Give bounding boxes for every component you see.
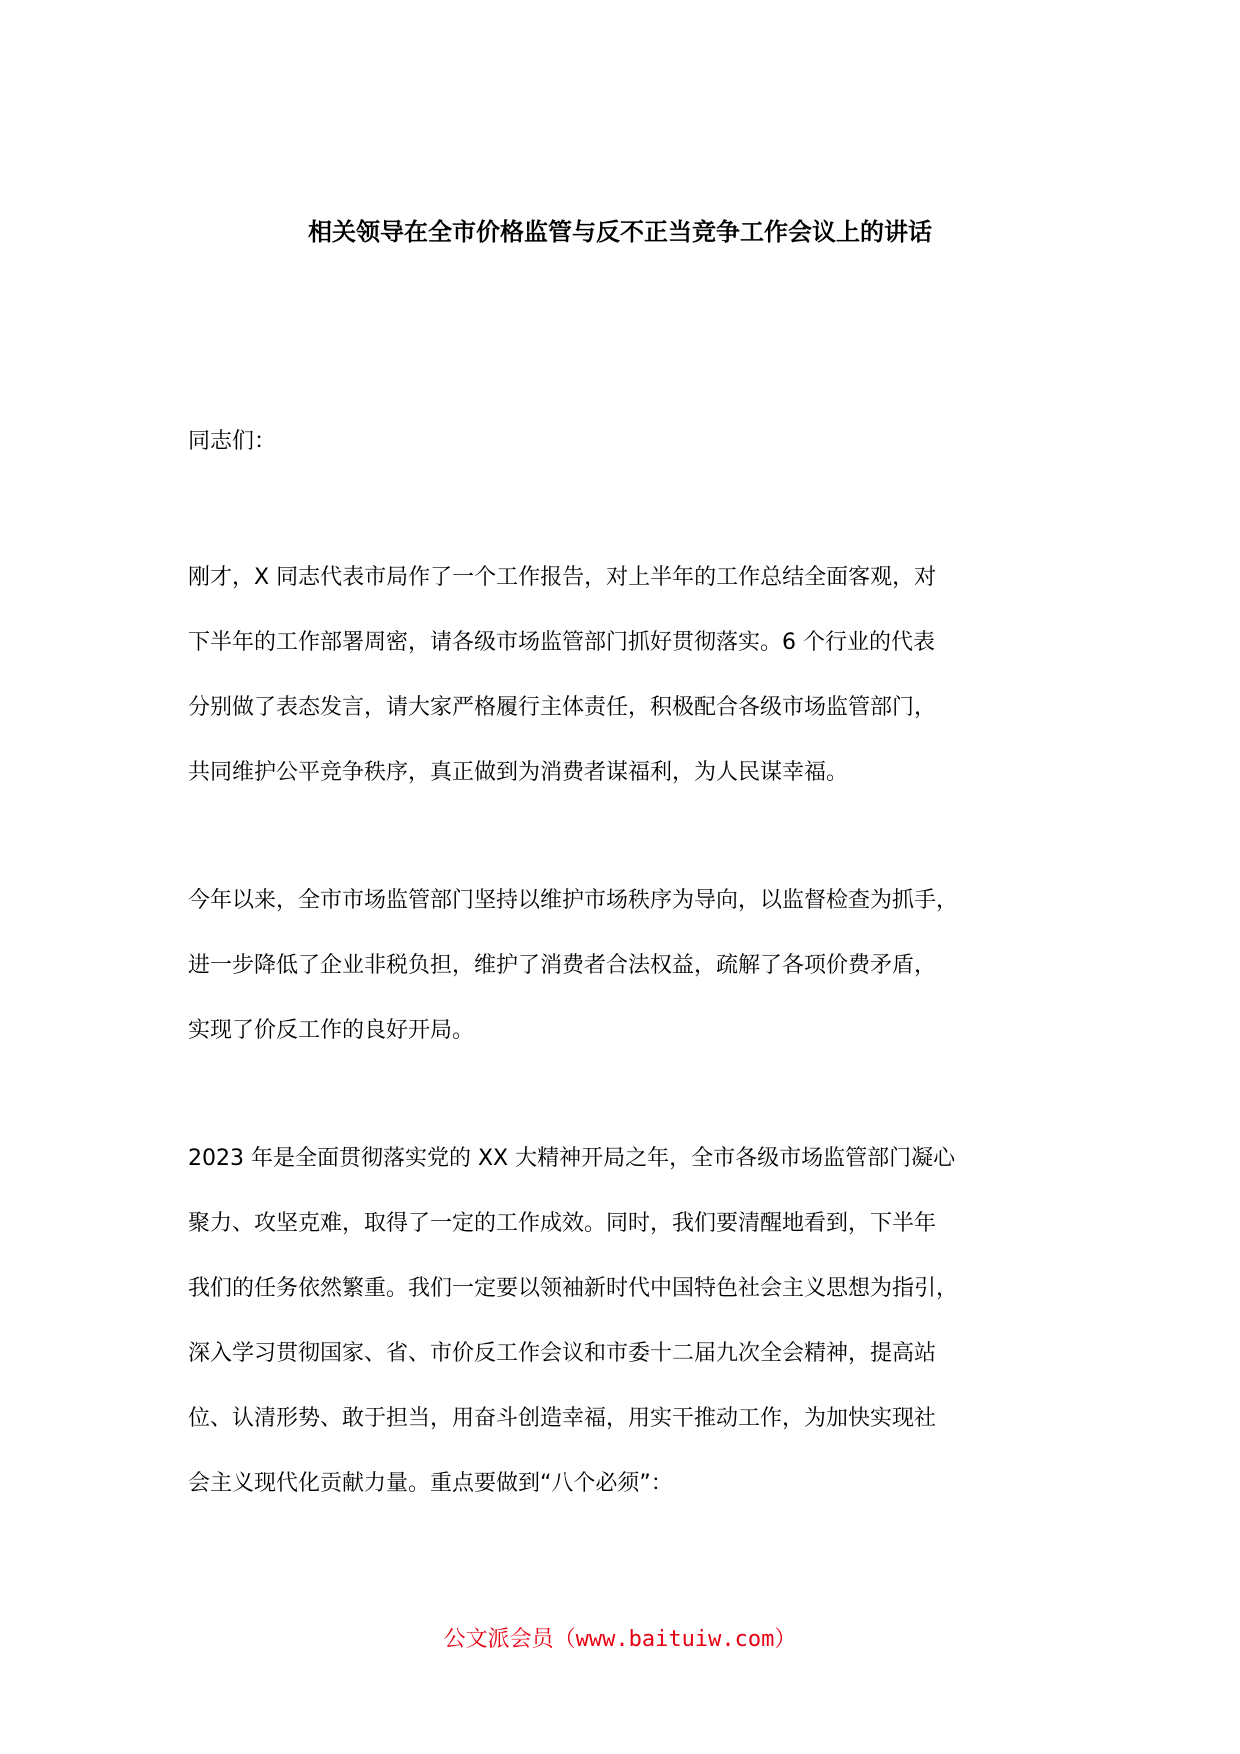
paragraph-line: 下半年的工作部署周密，请各级市场监管部门抓好贯彻落实。6 个行业的代表 xyxy=(188,630,935,655)
paragraph-line: 共同维护公平竞争秩序，真正做到为消费者谋福利，为人民谋幸福。 xyxy=(188,760,849,785)
paragraph-line: 2023 年是全面贯彻落实党的 XX 大精神开局之年，全市各级市场监管部门凝心 xyxy=(188,1146,956,1171)
paragraph-line: 实现了价反工作的良好开局。 xyxy=(188,1018,475,1043)
footer-site-link[interactable]: www.baituiw.com xyxy=(575,1627,775,1652)
paragraph-line: 聚力、攻坚克难，取得了一定的工作成效。同时，我们要清醒地看到，下半年 xyxy=(188,1211,937,1236)
footer-suffix: ） xyxy=(774,1627,797,1652)
paragraph-line: 会主义现代化贡献力量。重点要做到“八个必须”： xyxy=(188,1471,673,1496)
paragraph-line: 刚才，X 同志代表市局作了一个工作报告，对上半年的工作总结全面客观，对 xyxy=(188,565,937,590)
paragraph-line: 深入学习贯彻国家、省、市价反工作会议和市委十二届九次全会精神，提高站 xyxy=(188,1341,937,1366)
footer-watermark xyxy=(0,1620,1240,1660)
salutation: 同志们： xyxy=(188,429,277,454)
paragraph-2 xyxy=(188,868,1088,1063)
paragraph-1 xyxy=(188,545,1088,805)
paragraph-line: 今年以来，全市市场监管部门坚持以维护市场秩序为导向，以监督检查为抓手， xyxy=(188,888,959,913)
paragraph-line: 进一步降低了企业非税负担，维护了消费者合法权益，疏解了各项价费矛盾， xyxy=(188,953,937,978)
paragraph-line: 我们的任务依然繁重。我们一定要以领袖新时代中国特色社会主义思想为指引， xyxy=(188,1276,959,1301)
document-title: 相关领导在全市价格监管与反不正当竞争工作会议上的讲话 xyxy=(308,218,932,246)
paragraph-3 xyxy=(188,1126,1088,1516)
footer-prefix: 公文派会员（ xyxy=(443,1627,576,1652)
paragraph-line: 分别做了表态发言，请大家严格履行主体责任，积极配合各级市场监管部门， xyxy=(188,695,937,720)
paragraph-line: 位、认清形势、敢于担当，用奋斗创造幸福，用实干推动工作，为加快实现社 xyxy=(188,1406,937,1431)
